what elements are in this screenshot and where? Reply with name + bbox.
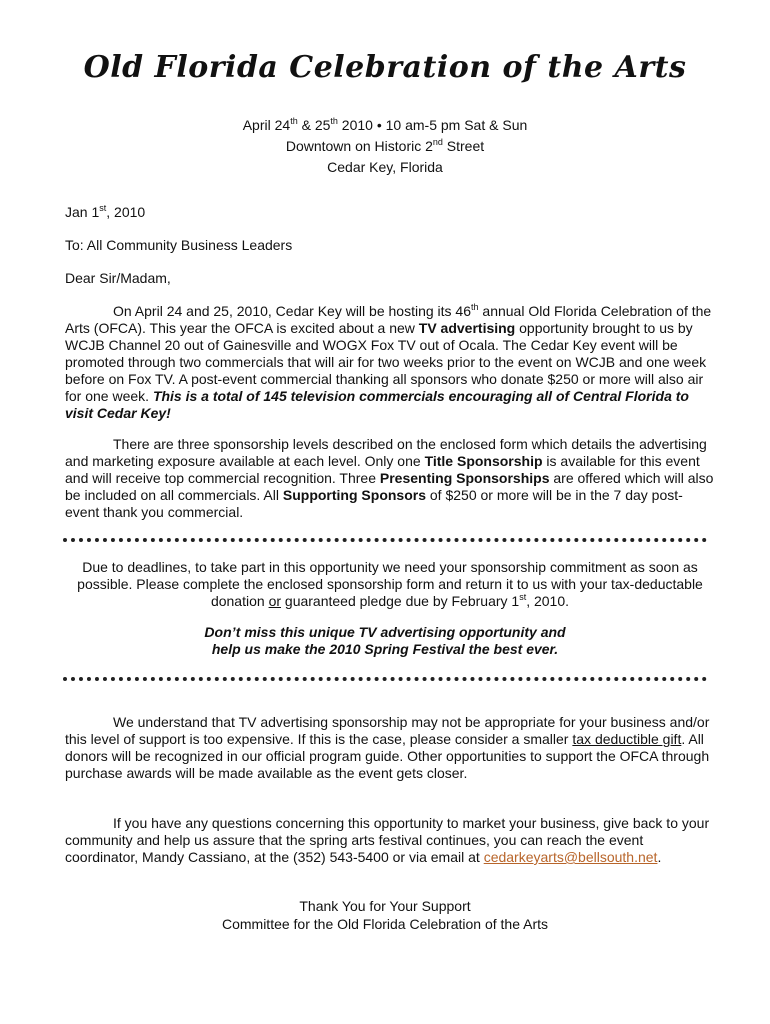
paragraph-tv-advertising: On April 24 and 25, 2010, Cedar Key will be hosting its 46th annual Old Florida Celebration of the Arts (OFCA). This year the OFCA is excited about a new TV advertising opportunity brought to us by WCJB Channel 20 out of Gainesville and WOGX Fox TV out of Ocala. The Cedar Key event will be promoted through two commercials that will air for two weeks prior to the event on WCJB and one week before on Fox TV. A post-event commercial thanking all sponsors who donate $250 or more will also air for one week. This is a total of 145 television commercials encouraging all of Central Florida to visit Cedar Key!	[65, 302, 712, 421]
salutation: Dear Sir/Madam,	[65, 270, 171, 286]
callout-line-2: help us make the 2010 Spring Festival the best ever.	[211, 641, 559, 657]
closing-line-2: Committee for the Old Florida Celebration of the Arts	[221, 916, 549, 932]
letter-date: Jan 1st, 2010	[65, 203, 146, 220]
dotted-divider-top	[63, 538, 707, 542]
event-city-line: Cedar Key, Florida	[327, 159, 443, 175]
callout-line-1: Don’t miss this unique TV advertising opportunity and	[204, 624, 566, 640]
paragraph-sponsorship-levels: There are three sponsorship levels described on the enclosed form which details the advertising and marketing exposure available at each level. Only one Title Sponsorship is available for this event and will receive top commercial recognition. Three Presenting Sponsorships are offered which will also be included on all commercials. All Supporting Sponsors of $250 or more will be in the 7 day post-event thank you commercial.	[65, 436, 714, 520]
event-location-line: Downtown on Historic 2nd Street	[285, 137, 485, 154]
dotted-divider-bottom	[63, 677, 707, 681]
email-link[interactable]: cedarkeyarts@bellsouth.net	[483, 849, 658, 865]
paragraph-contact: If you have any questions concerning this opportunity to market your business, give back to your community and help us assure that the spring arts festival continues, you can reach the event coordinator, Mandy Cassiano, at the (352) 543-5400 or via email at cedarkeyarts@bellsouth.net.	[65, 815, 710, 865]
page-title: Old Florida Celebration of the Arts	[83, 50, 687, 85]
paragraph-alternative-gift: We understand that TV advertising sponsorship may not be appropriate for your business and/or this level of support is too expensive. If this is the case, please consider a smaller tax deductible gift. All donors will be recognized in our official program guide. Other opportunities to support the OFCA through purchase awards will be made available as the event gets closer.	[65, 714, 710, 781]
closing-line-1: Thank You for Your Support	[299, 898, 471, 914]
recipient-line: To: All Community Business Leaders	[65, 237, 293, 253]
event-date-line: April 24th & 25th 2010 • 10 am-5 pm Sat & Sun	[242, 116, 528, 133]
deadline-notice: Due to deadlines, to take part in this opportunity we need your sponsorship commitment as soon as possible. Please complete the enclosed sponsorship form and return it to us with your tax-deductable donation or guaranteed pledge due by February 1st, 2010.	[77, 559, 703, 609]
